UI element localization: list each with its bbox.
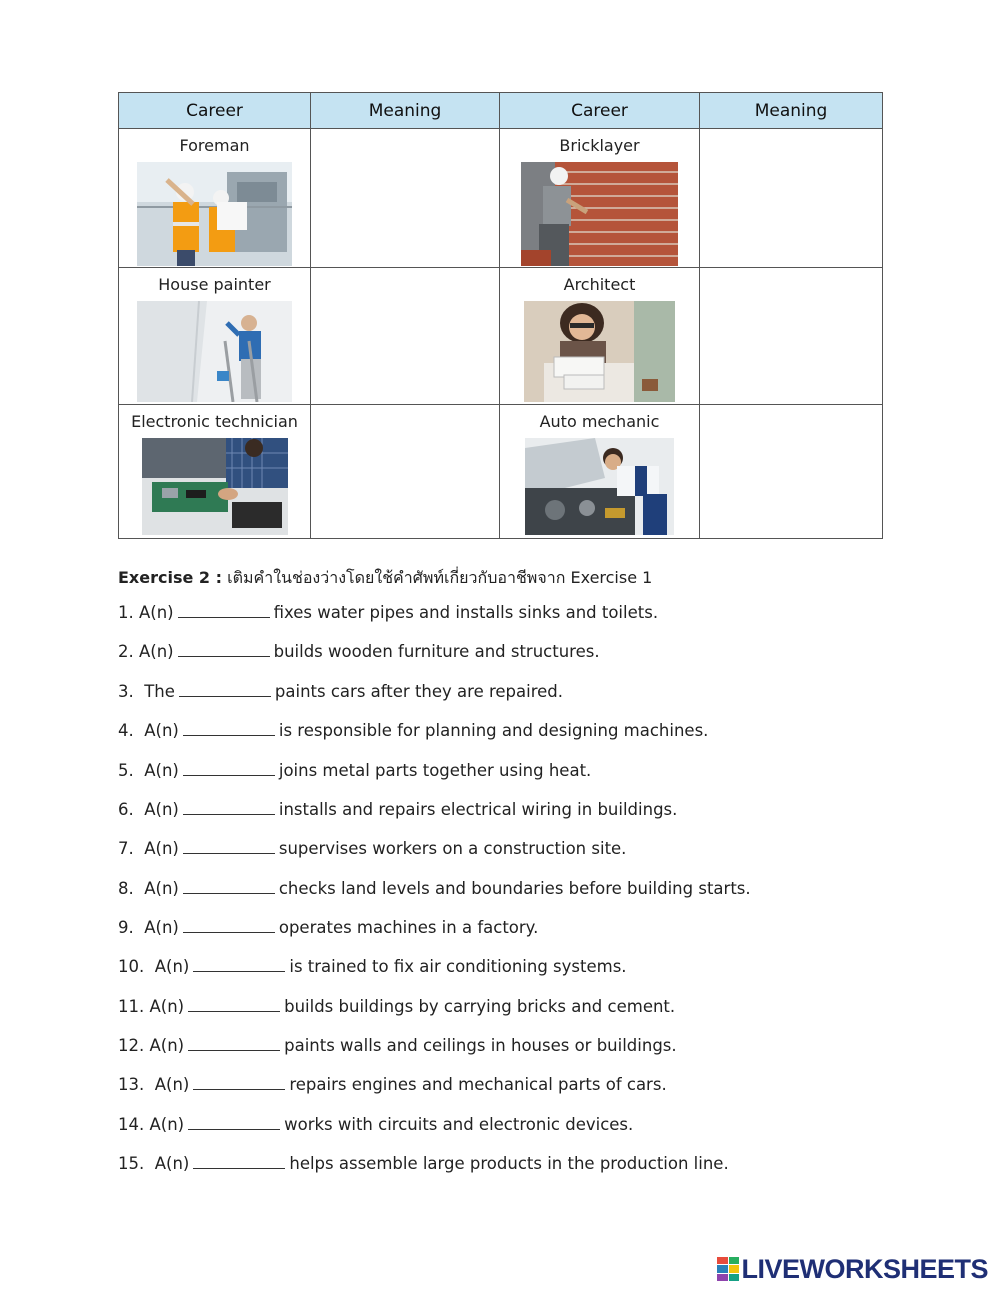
question-text: paints walls and ceilings in houses or buildings. bbox=[284, 1036, 677, 1055]
question-prefix: 8. A(n) bbox=[118, 879, 179, 898]
question-prefix: 6. A(n) bbox=[118, 800, 179, 819]
question-item bbox=[118, 1074, 667, 1094]
question-prefix: 9. A(n) bbox=[118, 918, 179, 937]
answer-blank[interactable] bbox=[188, 1035, 280, 1051]
question-text: repairs engines and mechanical parts of cars. bbox=[289, 1075, 667, 1094]
question-text: fixes water pipes and installs sinks and toilets. bbox=[273, 603, 659, 622]
career-label-foreman: Foreman bbox=[179, 136, 250, 155]
career-label-electronic-technician: Electronic technician bbox=[131, 412, 298, 431]
answer-blank[interactable] bbox=[193, 956, 285, 972]
question-item bbox=[118, 602, 658, 622]
question-text: builds wooden furniture and structures. bbox=[273, 642, 600, 661]
answer-blank[interactable] bbox=[193, 1153, 285, 1169]
answer-blank[interactable] bbox=[193, 1074, 285, 1090]
question-text: supervises workers on a construction site. bbox=[278, 839, 627, 858]
header-career-2: Career bbox=[500, 93, 700, 129]
question-item bbox=[118, 641, 600, 661]
question-prefix: 15. A(n) bbox=[118, 1154, 190, 1173]
question-text: checks land levels and boundaries before building starts. bbox=[278, 879, 751, 898]
answer-blank[interactable] bbox=[178, 641, 270, 657]
exercise-label: Exercise 2 : bbox=[118, 568, 223, 587]
question-text: joins metal parts together using heat. bbox=[278, 761, 592, 780]
question-item bbox=[118, 1153, 729, 1173]
exercise-instruction: เติมคำในช่องว่างโดยใช้คำศัพท์เกี่ยวกับอาชีพจาก Exercise 1 bbox=[227, 568, 653, 587]
question-item bbox=[118, 760, 591, 780]
question-prefix: 13. A(n) bbox=[118, 1075, 190, 1094]
question-item bbox=[118, 1114, 633, 1134]
question-item bbox=[118, 799, 677, 819]
question-item bbox=[118, 1035, 677, 1055]
question-text: works with circuits and electronic devices. bbox=[284, 1115, 634, 1134]
question-prefix: 1. A(n) bbox=[118, 603, 174, 622]
answer-blank[interactable] bbox=[183, 917, 275, 933]
liveworksheets-logo bbox=[717, 1254, 988, 1284]
question-prefix: 11. A(n) bbox=[118, 997, 185, 1016]
career-label-architect: Architect bbox=[563, 275, 636, 294]
question-text: operates machines in a factory. bbox=[278, 918, 539, 937]
question-prefix: 12. A(n) bbox=[118, 1036, 185, 1055]
question-item bbox=[118, 917, 538, 937]
question-list bbox=[118, 0, 918, 1294]
career-label-bricklayer: Bricklayer bbox=[559, 136, 640, 155]
answer-blank[interactable] bbox=[183, 878, 275, 894]
header-meaning-1: Meaning bbox=[311, 93, 500, 129]
question-text: is trained to fix air conditioning systems. bbox=[289, 957, 627, 976]
question-prefix: 10. A(n) bbox=[118, 957, 190, 976]
question-prefix: 2. A(n) bbox=[118, 642, 174, 661]
header-meaning-2: Meaning bbox=[700, 93, 883, 129]
answer-blank[interactable] bbox=[188, 1114, 280, 1130]
answer-blank[interactable] bbox=[183, 760, 275, 776]
career-label-auto-mechanic: Auto mechanic bbox=[539, 412, 660, 431]
logo-cube-icon bbox=[717, 1257, 739, 1281]
answer-blank[interactable] bbox=[179, 681, 271, 697]
question-prefix: 3. The bbox=[118, 682, 175, 701]
question-item bbox=[118, 720, 708, 740]
question-item bbox=[118, 878, 751, 898]
question-text: is responsible for planning and designing machines. bbox=[278, 721, 709, 740]
question-item bbox=[118, 838, 626, 858]
question-item bbox=[118, 681, 563, 701]
question-prefix: 14. A(n) bbox=[118, 1115, 185, 1134]
answer-blank[interactable] bbox=[183, 838, 275, 854]
question-text: builds buildings by carrying bricks and cement. bbox=[284, 997, 676, 1016]
question-text: installs and repairs electrical wiring in buildings. bbox=[278, 800, 678, 819]
answer-blank[interactable] bbox=[188, 996, 280, 1012]
question-text: helps assemble large products in the production line. bbox=[289, 1154, 729, 1173]
question-prefix: 7. A(n) bbox=[118, 839, 179, 858]
answer-blank[interactable] bbox=[178, 602, 270, 618]
question-text: paints cars after they are repaired. bbox=[274, 682, 563, 701]
question-prefix: 4. A(n) bbox=[118, 721, 179, 740]
answer-blank[interactable] bbox=[183, 799, 275, 815]
header-career-1: Career bbox=[119, 93, 311, 129]
logo-text: LIVEWORKSHEETS bbox=[741, 1253, 988, 1284]
answer-blank[interactable] bbox=[183, 720, 275, 736]
question-prefix: 5. A(n) bbox=[118, 761, 179, 780]
question-item bbox=[118, 996, 675, 1016]
question-item bbox=[118, 956, 627, 976]
career-label-house-painter: House painter bbox=[158, 275, 271, 294]
